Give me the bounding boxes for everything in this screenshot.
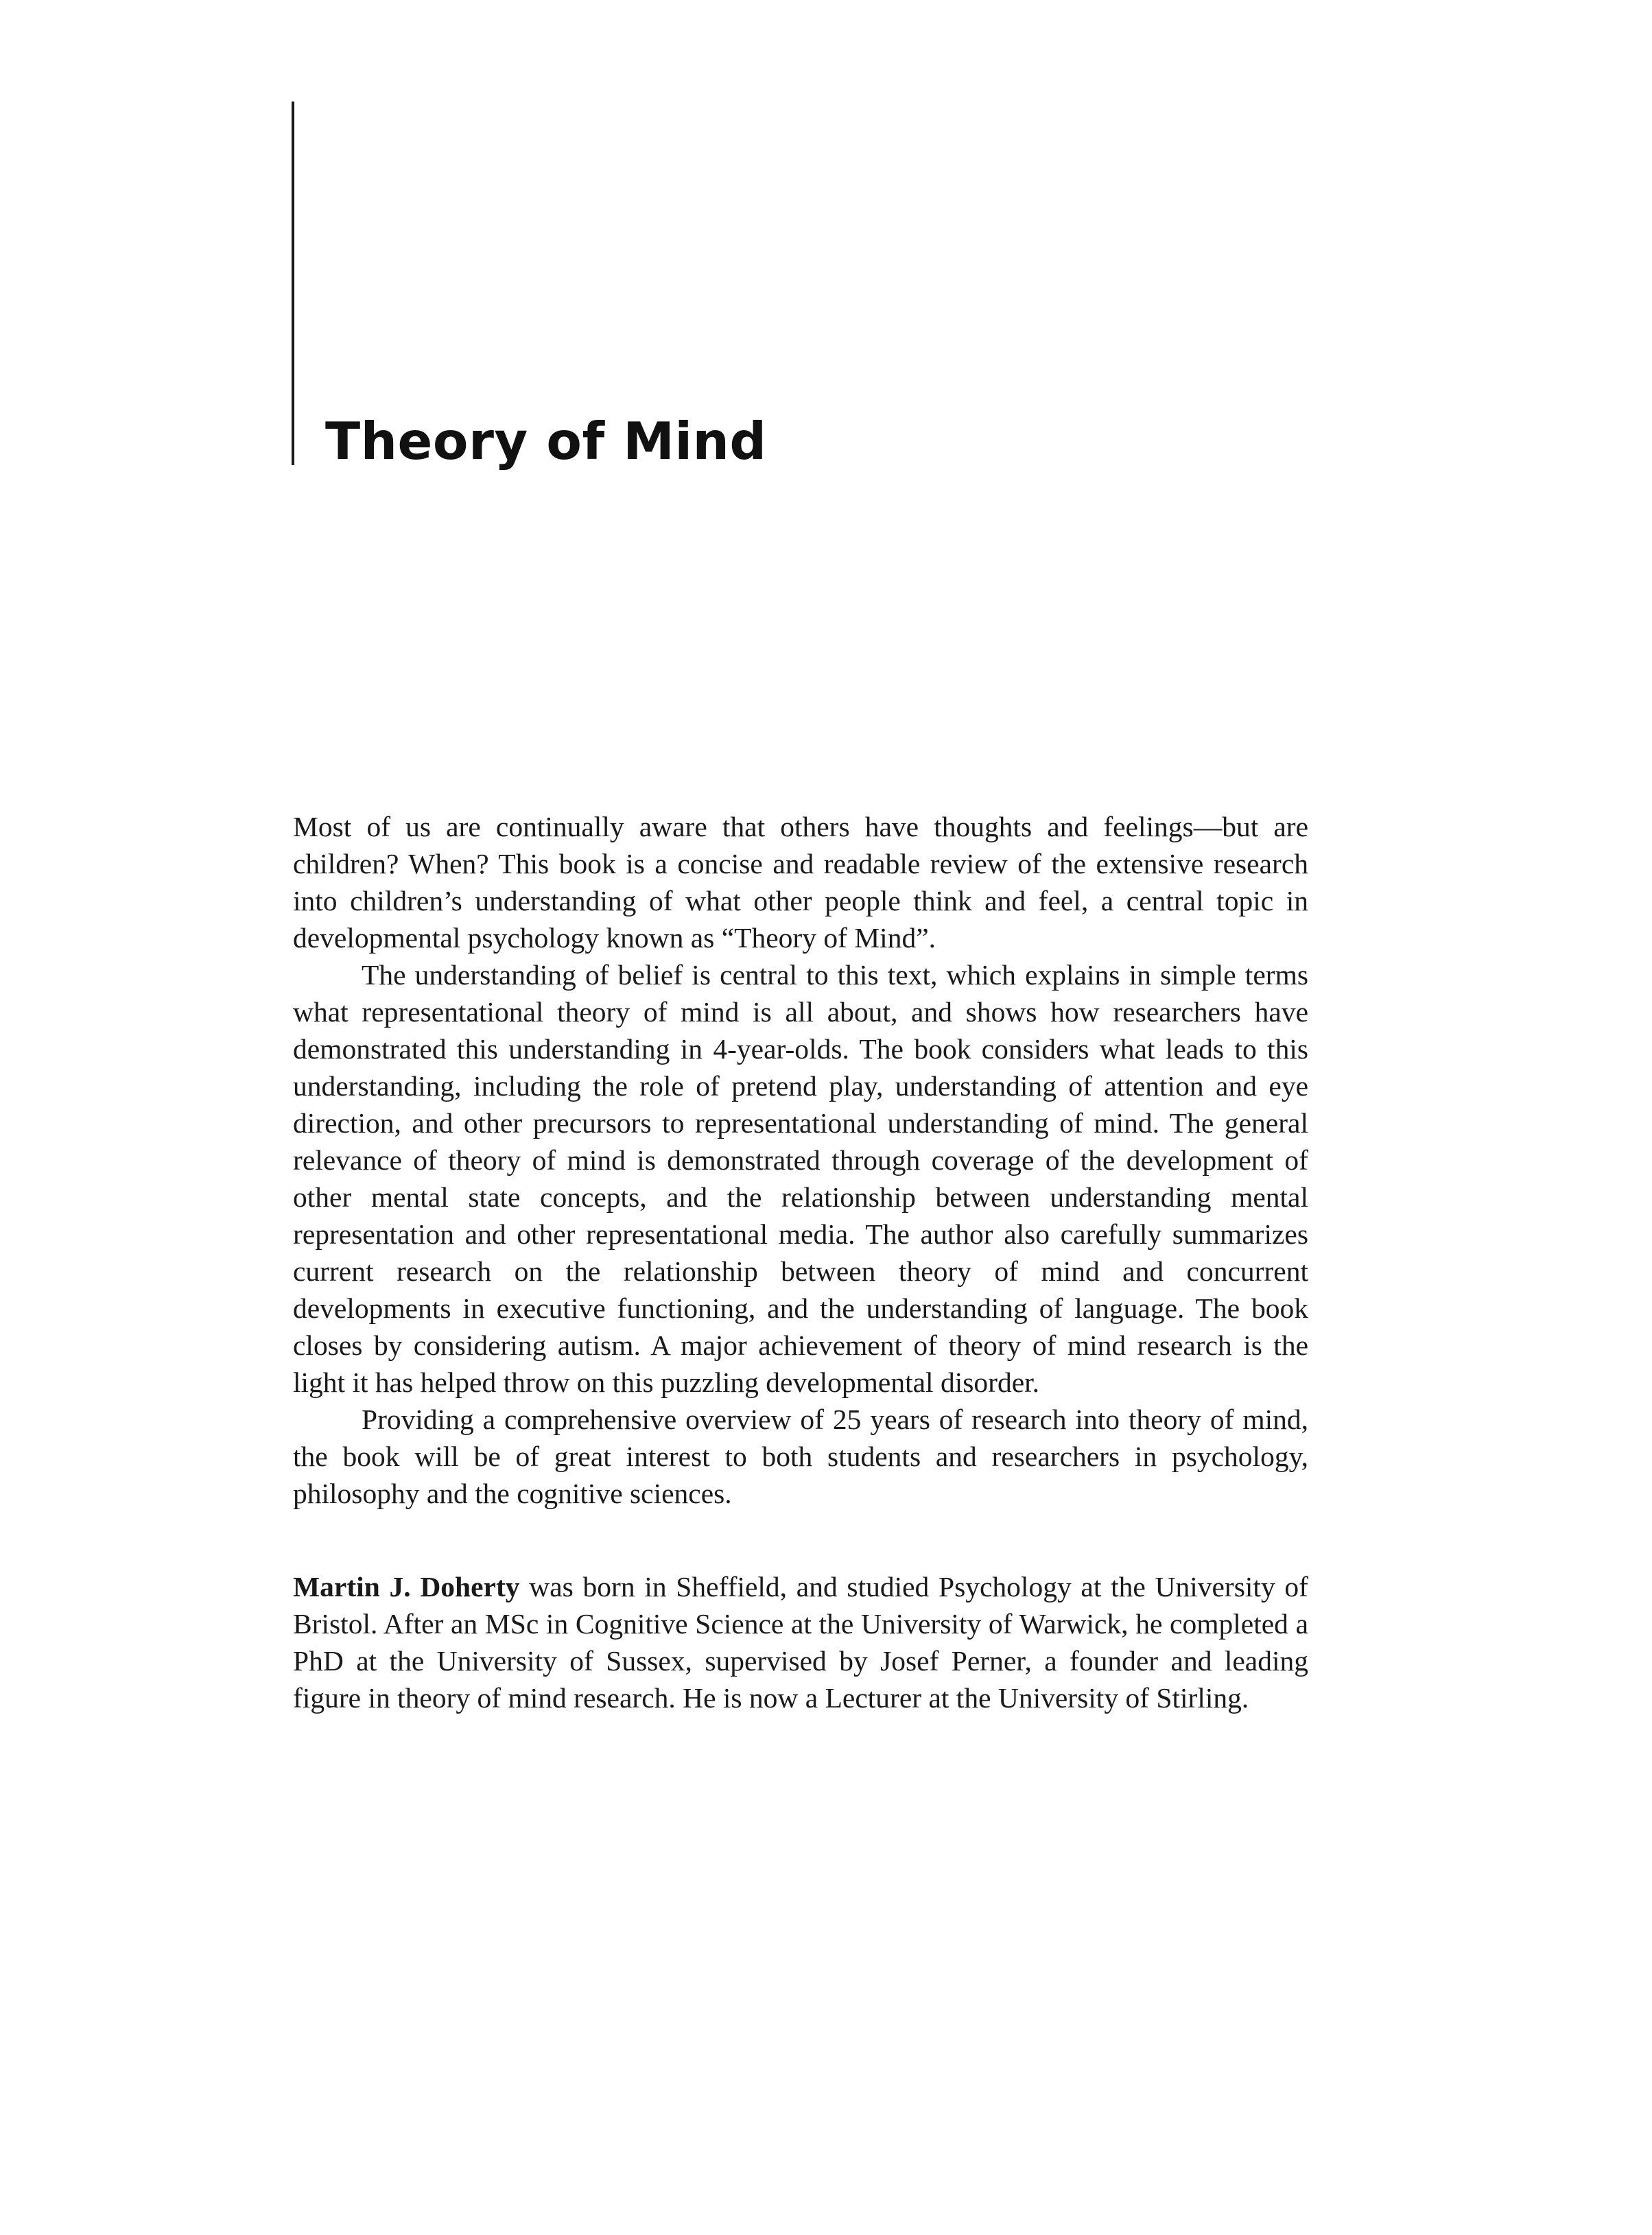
author-name: Martin J. Doherty (293, 1571, 520, 1603)
title-vertical-rule (292, 102, 294, 465)
description-paragraph-1: Most of us are continually aware that others have thoughts and feelings—but are children? When? This book is a concise and readable review of the extensive research into children’s understanding of what other people think and feel, a central topic in developmental psychology known as “Theory of Mind”. (293, 811, 1308, 954)
book-description (293, 808, 1308, 1512)
description-paragraph-2: The understanding of belief is central to this text, which explains in simple terms what representational theory of mind is all about, and shows how researchers have demonstrated this understanding in 4-year-olds. The book considers what leads to this understanding, including the role of pretend play, understanding of attention and eye direction, and other precursors to representational understanding of mind. The general relevance of theory of mind is demonstrated through coverage of the development of other mental state concepts, and the relationship between understanding mental representation and other representational media. The author also carefully summarizes current research on the relationship between theory of mind and concurrent developments in executive functioning, and the understanding of language. The book closes by considering autism. A major achievement of theory of mind research is the light it has helped throw on this puzzling developmental disorder. (293, 959, 1308, 1398)
book-title: Theory of Mind (325, 411, 767, 471)
author-bio-text: was born in Sheffield, and studied Psychology at the University of Bristol. After an MSc in Cognitive Science at the University of Warwick, he completed a PhD at the University of Sussex, supervised by Josef Perner, a founder and leading figure in theory of mind research. He is now a Lecturer at the University of Stirling. (293, 1571, 1308, 1714)
description-paragraph-3: Providing a comprehensive overview of 25 years of research into theory of mind, the book will be of great interest to both students and researchers in psychology, philosophy and the cognitive sciences. (293, 1404, 1308, 1509)
author-bio (293, 1568, 1308, 1716)
